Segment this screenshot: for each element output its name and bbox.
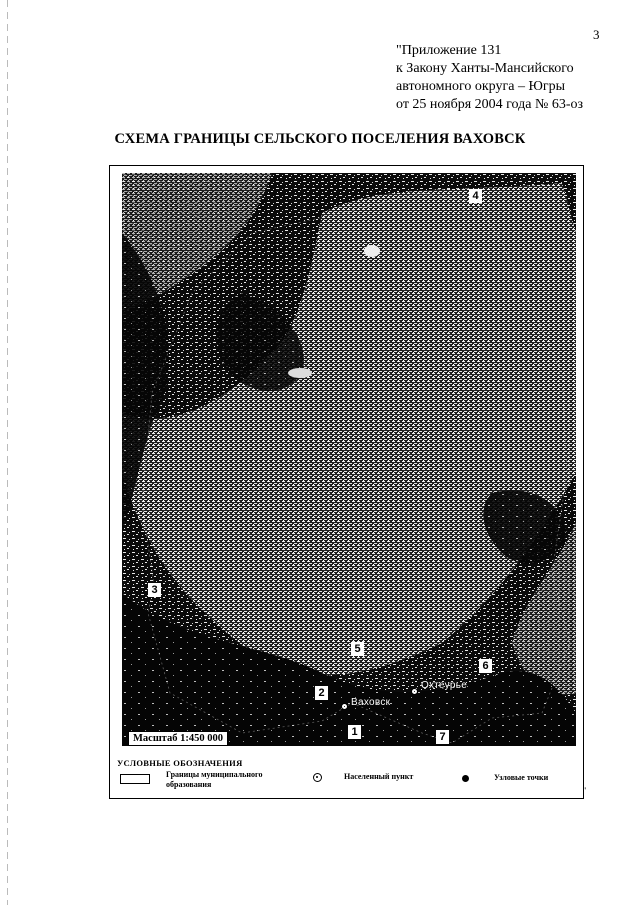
boundary-point-label: 5	[351, 642, 364, 656]
appendix-line: к Закону Ханты-Мансийского	[396, 61, 574, 76]
settlement-label-vakhovsk: Ваховск	[351, 697, 391, 708]
map-scale: Масштаб 1:450 000	[128, 731, 228, 746]
boundary-point-label: 1	[348, 725, 361, 739]
legend-settlement-label: Населенный пункт	[344, 772, 414, 781]
boundary-point-label: 6	[479, 659, 492, 673]
closing-quote-mark: "	[583, 786, 587, 795]
boundary-point-label: 2	[315, 686, 328, 700]
settlement-label-okhteurye: Охтеурье	[421, 680, 468, 691]
legend-boundary-label-line1: Границы муниципального	[166, 770, 263, 779]
settlement-marker-vakhovsk	[341, 703, 348, 710]
legend-node-point-label: Узловые точки	[494, 773, 549, 782]
appendix-line: "Приложение 131	[396, 43, 502, 58]
legend-node-point-icon	[462, 775, 469, 782]
legend-boundary-label	[166, 770, 262, 790]
appendix-line: автономного округа – Югры	[396, 79, 565, 94]
boundary-point-label: 4	[469, 189, 482, 203]
legend-title: УСЛОВНЫЕ ОБОЗНАЧЕНИЯ	[117, 758, 243, 768]
satellite-map	[122, 173, 576, 746]
boundary-point-label: 3	[148, 583, 161, 597]
map-title: СХЕМА ГРАНИЦЫ СЕЛЬСКОГО ПОСЕЛЕНИЯ ВАХОВСК	[114, 131, 526, 147]
page-number: 3	[593, 27, 600, 42]
boundary-point-label: 7	[436, 730, 449, 744]
appendix-line: от 25 ноября 2004 года № 63-оз	[396, 97, 584, 112]
legend-settlement-icon	[313, 773, 322, 782]
settlement-marker-okhteurye	[411, 688, 418, 695]
lake-shape	[364, 245, 380, 257]
lake-shape	[288, 368, 312, 378]
legend-boundary-label-line2: образования	[166, 780, 212, 789]
appendix-header	[396, 42, 583, 114]
legend-boundary-symbol	[120, 774, 150, 784]
